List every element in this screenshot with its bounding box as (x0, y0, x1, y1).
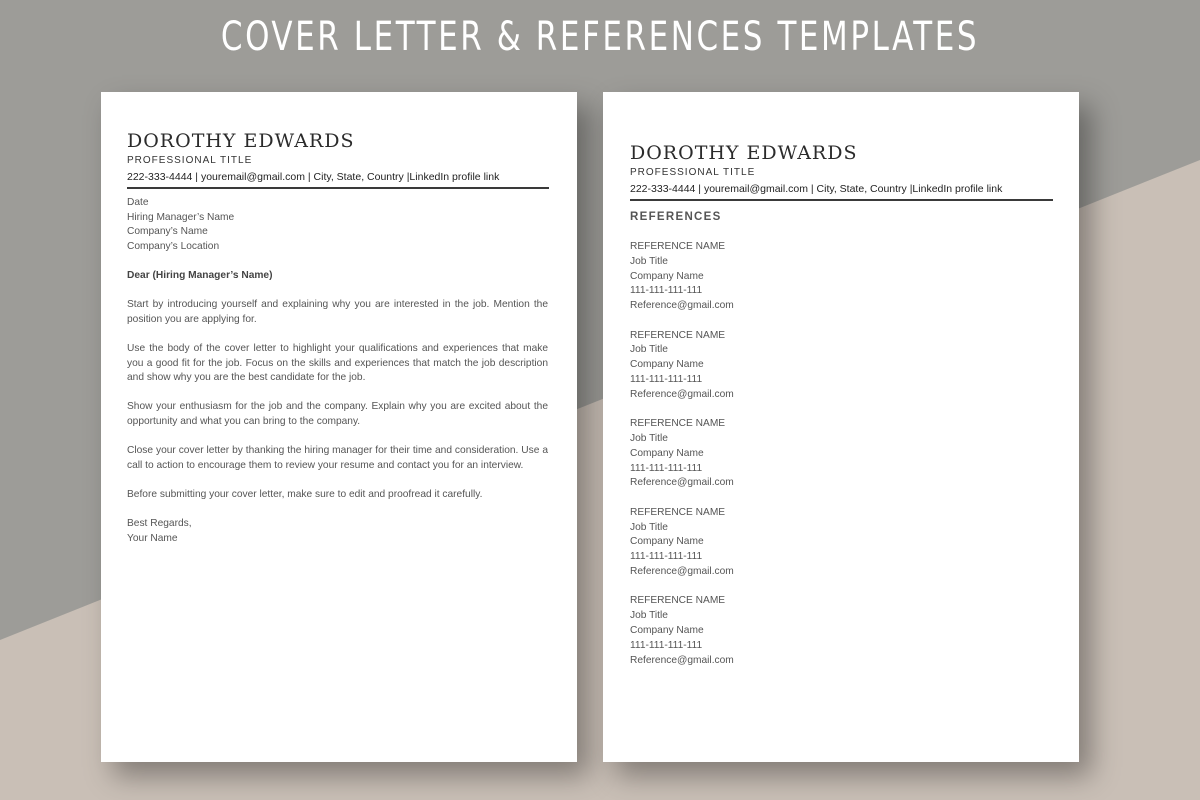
cover-letter-body (127, 196, 548, 546)
paragraph-proofread: Before submitting your cover letter, make sure to edit and proofread it carefully. (127, 488, 483, 500)
salutation: Dear (Hiring Manager’s Name) (127, 269, 273, 281)
reference-name: REFERENCE NAME (630, 418, 726, 430)
references-page (603, 92, 1079, 762)
reference-entry (630, 329, 734, 418)
reference-entry (630, 240, 734, 329)
references-contact: 222-333-4444 | youremail@gmail.com | City, State, Country |LinkedIn profile link (630, 183, 1003, 195)
reference-entry (630, 594, 734, 683)
address-date: Date (127, 197, 149, 208)
cover-letter-page (101, 92, 577, 762)
reference-company: Company Name (630, 447, 704, 459)
reference-job-title: Job Title (630, 344, 668, 356)
paragraph-body: Use the body of the cover letter to highlight your qualifications and experiences that make you a good fit for the job. Focus on the skills and experiences that match the job description and show why you are the best candidate for the job. (127, 342, 548, 384)
cover-letter-professional-title: PROFESSIONAL TITLE (127, 155, 253, 166)
reference-company: Company Name (630, 624, 704, 636)
reference-phone: 111-111-111-111 (630, 639, 703, 651)
reference-name: REFERENCE NAME (630, 595, 726, 607)
references-professional-title: PROFESSIONAL TITLE (630, 167, 756, 178)
reference-email: Reference@gmail.com (630, 477, 734, 489)
address-hiring-manager: Hiring Manager’s Name (127, 211, 235, 223)
reference-phone: 111-111-111-111 (630, 551, 703, 563)
reference-company: Company Name (630, 536, 704, 548)
reference-phone: 111-111-111-111 (630, 462, 703, 474)
cover-letter-name: DOROTHY EDWARDS (127, 130, 355, 152)
closing: Best Regards, (127, 518, 192, 530)
reference-entry (630, 417, 734, 506)
references-list (630, 240, 734, 683)
reference-phone: 111-111-111-111 (630, 285, 703, 297)
signature: Your Name (127, 532, 178, 544)
cover-letter-header-rule (127, 187, 549, 189)
address-company-name: Company’s Name (127, 226, 208, 238)
references-name: DOROTHY EDWARDS (630, 142, 858, 164)
references-header-rule (630, 199, 1053, 201)
paragraph-closing: Close your cover letter by thanking the hiring manager for their time and consideration. Use a call to action to encourage them to review your resume and contact you for an interview. (127, 445, 548, 471)
reference-name: REFERENCE NAME (630, 241, 726, 252)
reference-job-title: Job Title (630, 255, 668, 267)
references-heading: REFERENCES (630, 211, 722, 223)
address-company-location: Company’s Location (127, 240, 220, 252)
paragraph-intro: Start by introducing yourself and explaining why you are interested in the job. Mention the position you are applying for. (127, 299, 548, 325)
reference-company: Company Name (630, 359, 704, 371)
banner-title: COVER LETTER & REFERENCES TEMPLATES (220, 14, 980, 60)
reference-name: REFERENCE NAME (630, 329, 726, 341)
reference-job-title: Job Title (630, 610, 668, 622)
reference-phone: 111-111-111-111 (630, 373, 703, 385)
reference-entry (630, 506, 734, 595)
cover-letter-contact: 222-333-4444 | youremail@gmail.com | City, State, Country |LinkedIn profile link (127, 171, 500, 183)
reference-job-title: Job Title (630, 432, 668, 444)
reference-email: Reference@gmail.com (630, 654, 734, 666)
reference-email: Reference@gmail.com (630, 388, 734, 400)
reference-job-title: Job Title (630, 521, 668, 533)
reference-email: Reference@gmail.com (630, 565, 734, 577)
reference-email: Reference@gmail.com (630, 300, 734, 312)
reference-name: REFERENCE NAME (630, 506, 726, 518)
reference-company: Company Name (630, 270, 704, 282)
paragraph-enthusiasm: Show your enthusiasm for the job and the company. Explain why you are excited about the opportunity and what you can bring to the company. (127, 401, 548, 427)
